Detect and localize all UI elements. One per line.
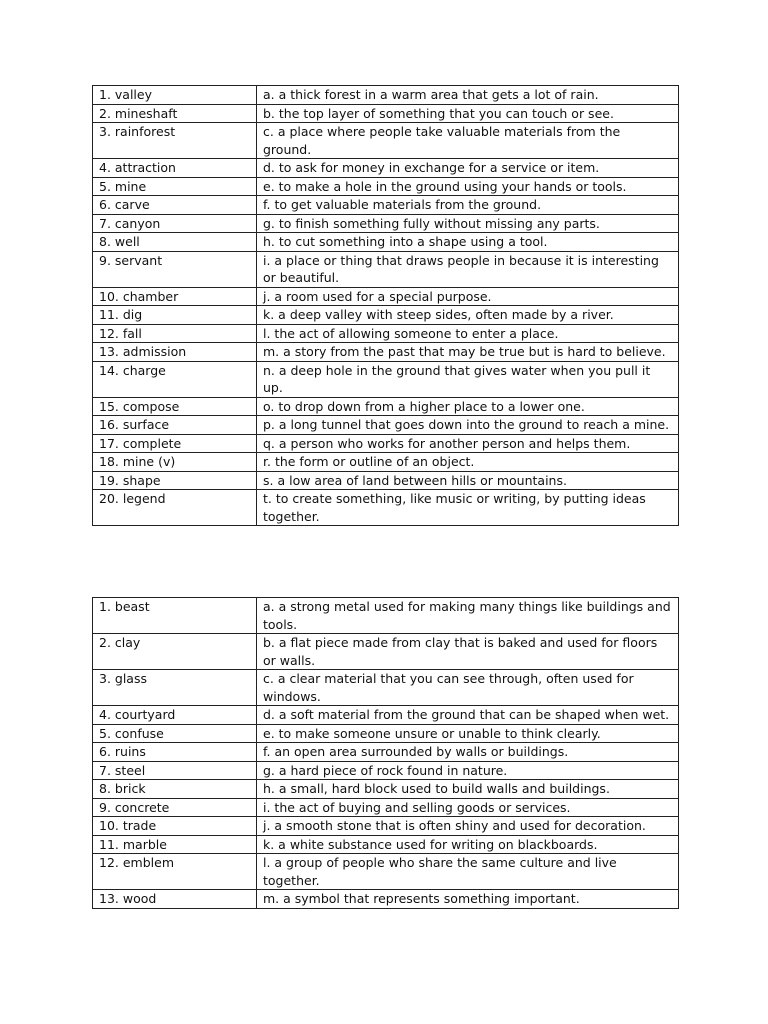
vocab-word-cell: 13. wood — [93, 890, 257, 909]
table-row — [93, 835, 679, 854]
vocab-definition-cell: k. a white substance used for writing on blackboards. — [257, 835, 679, 854]
vocab-definition-cell: f. to get valuable materials from the ground. — [257, 196, 679, 215]
table-row — [93, 287, 679, 306]
vocab-definition-cell: f. an open area surrounded by walls or buildings. — [257, 743, 679, 762]
table-row — [93, 817, 679, 836]
table-row — [93, 634, 679, 670]
vocab-word-cell: 9. concrete — [93, 798, 257, 817]
table-row — [93, 453, 679, 472]
vocab-definition-cell: q. a person who works for another person and helps them. — [257, 434, 679, 453]
table-row — [93, 86, 679, 105]
vocab-definition-cell: k. a deep valley with steep sides, often made by a river. — [257, 306, 679, 325]
vocab-word-cell: 4. attraction — [93, 159, 257, 178]
vocab-word-cell: 9. servant — [93, 251, 257, 287]
table-row — [93, 434, 679, 453]
vocab-definition-cell: j. a room used for a special purpose. — [257, 287, 679, 306]
table-row — [93, 251, 679, 287]
vocab-word-cell: 8. well — [93, 233, 257, 252]
vocab-word-cell: 1. beast — [93, 598, 257, 634]
table-row — [93, 706, 679, 725]
vocab-word-cell: 8. brick — [93, 780, 257, 799]
vocab-definition-cell: g. a hard piece of rock found in nature. — [257, 761, 679, 780]
vocab-definition-cell: b. the top layer of something that you can touch or see. — [257, 104, 679, 123]
vocab-definition-cell: p. a long tunnel that goes down into the ground to reach a mine. — [257, 416, 679, 435]
table-row — [93, 104, 679, 123]
table-row — [93, 233, 679, 252]
table-row — [93, 214, 679, 233]
vocab-definition-cell: i. the act of buying and selling goods or services. — [257, 798, 679, 817]
table-row — [93, 890, 679, 909]
vocab-word-cell: 6. ruins — [93, 743, 257, 762]
vocab-definition-cell: t. to create something, like music or writing, by putting ideas together. — [257, 490, 679, 526]
vocab-word-cell: 16. surface — [93, 416, 257, 435]
vocab-word-cell: 20. legend — [93, 490, 257, 526]
vocab-definition-cell: a. a strong metal used for making many things like buildings and tools. — [257, 598, 679, 634]
vocab-word-cell: 2. clay — [93, 634, 257, 670]
vocab-definition-cell: r. the form or outline of an object. — [257, 453, 679, 472]
table-row — [93, 798, 679, 817]
vocab-word-cell: 2. mineshaft — [93, 104, 257, 123]
table-row — [93, 343, 679, 362]
vocab-definition-cell: d. a soft material from the ground that can be shaped when wet. — [257, 706, 679, 725]
vocab-definition-cell: e. to make someone unsure or unable to think clearly. — [257, 724, 679, 743]
vocab-word-cell: 6. carve — [93, 196, 257, 215]
vocabulary-table-1 — [92, 85, 679, 526]
vocab-definition-cell: m. a story from the past that may be true but is hard to believe. — [257, 343, 679, 362]
vocab-word-cell: 7. canyon — [93, 214, 257, 233]
vocab-word-cell: 10. chamber — [93, 287, 257, 306]
vocab-word-cell: 11. dig — [93, 306, 257, 325]
vocab-word-cell: 13. admission — [93, 343, 257, 362]
vocab-definition-cell: b. a flat piece made from clay that is baked and used for floors or walls. — [257, 634, 679, 670]
vocab-definition-cell: m. a symbol that represents something important. — [257, 890, 679, 909]
table-row — [93, 743, 679, 762]
vocab-word-cell: 5. confuse — [93, 724, 257, 743]
vocab-word-cell: 18. mine (v) — [93, 453, 257, 472]
vocab-word-cell: 12. emblem — [93, 854, 257, 890]
table-row — [93, 324, 679, 343]
vocab-word-cell: 1. valley — [93, 86, 257, 105]
vocab-definition-cell: c. a clear material that you can see through, often used for windows. — [257, 670, 679, 706]
table-row — [93, 159, 679, 178]
vocab-definition-cell: h. a small, hard block used to build walls and buildings. — [257, 780, 679, 799]
vocab-definition-cell: l. the act of allowing someone to enter a place. — [257, 324, 679, 343]
vocab-word-cell: 17. complete — [93, 434, 257, 453]
vocab-definition-cell: g. to finish something fully without missing any parts. — [257, 214, 679, 233]
table-row — [93, 854, 679, 890]
vocab-definition-cell: d. to ask for money in exchange for a service or item. — [257, 159, 679, 178]
table-row — [93, 490, 679, 526]
vocabulary-table-2-body — [93, 598, 679, 909]
vocab-word-cell: 15. compose — [93, 397, 257, 416]
vocab-word-cell: 10. trade — [93, 817, 257, 836]
vocab-definition-cell: c. a place where people take valuable materials from the ground. — [257, 123, 679, 159]
table-row — [93, 177, 679, 196]
vocab-definition-cell: l. a group of people who share the same culture and live together. — [257, 854, 679, 890]
table-row — [93, 416, 679, 435]
table-row — [93, 471, 679, 490]
table-row — [93, 724, 679, 743]
vocabulary-table-1-body — [93, 86, 679, 526]
table-row — [93, 397, 679, 416]
vocab-definition-cell: s. a low area of land between hills or mountains. — [257, 471, 679, 490]
vocab-word-cell: 3. rainforest — [93, 123, 257, 159]
table-row — [93, 670, 679, 706]
vocab-definition-cell: o. to drop down from a higher place to a lower one. — [257, 397, 679, 416]
vocab-word-cell: 12. fall — [93, 324, 257, 343]
table-row — [93, 598, 679, 634]
vocab-word-cell: 5. mine — [93, 177, 257, 196]
vocab-word-cell: 7. steel — [93, 761, 257, 780]
vocab-definition-cell: a. a thick forest in a warm area that gets a lot of rain. — [257, 86, 679, 105]
vocab-word-cell: 19. shape — [93, 471, 257, 490]
vocab-definition-cell: h. to cut something into a shape using a tool. — [257, 233, 679, 252]
vocab-word-cell: 4. courtyard — [93, 706, 257, 725]
vocab-word-cell: 11. marble — [93, 835, 257, 854]
vocab-word-cell: 14. charge — [93, 361, 257, 397]
table-row — [93, 306, 679, 325]
table-row — [93, 780, 679, 799]
vocab-word-cell: 3. glass — [93, 670, 257, 706]
vocab-definition-cell: e. to make a hole in the ground using your hands or tools. — [257, 177, 679, 196]
table-row — [93, 123, 679, 159]
vocabulary-table-2 — [92, 597, 679, 909]
table-row — [93, 361, 679, 397]
table-row — [93, 196, 679, 215]
vocab-definition-cell: n. a deep hole in the ground that gives water when you pull it up. — [257, 361, 679, 397]
vocab-definition-cell: i. a place or thing that draws people in because it is interesting or beautiful. — [257, 251, 679, 287]
vocab-definition-cell: j. a smooth stone that is often shiny and used for decoration. — [257, 817, 679, 836]
table-row — [93, 761, 679, 780]
